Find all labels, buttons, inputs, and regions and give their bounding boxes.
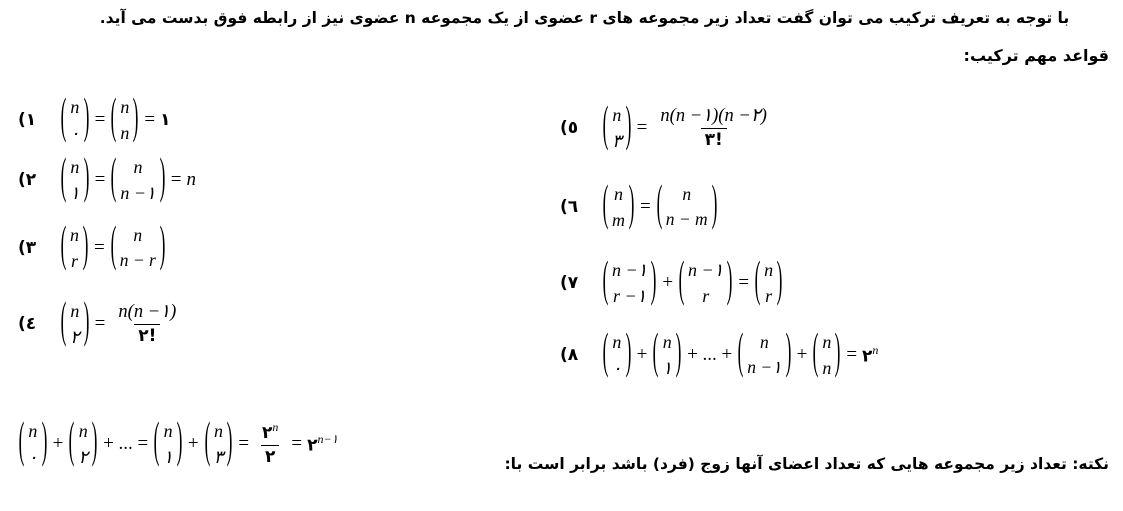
- rule-7-expression: [602, 254, 783, 309]
- paren-right-icon: ): [133, 91, 139, 146]
- binom-bottom: ٠: [70, 123, 80, 143]
- binom-top: n: [70, 156, 80, 177]
- binom-bottom: n −١: [120, 183, 156, 203]
- binom-top: n: [614, 183, 623, 204]
- rule-3: [18, 212, 458, 284]
- binom-top: n: [133, 156, 143, 177]
- bottom-note: نکته: تعداد زیر مجموعه هایی که تعداد اعضای آنها زوج (فرد) باشد برابر است با:: [504, 455, 1109, 473]
- binomial-n-choose-n-minus-1: [110, 151, 166, 206]
- ellipsis-equals: + ... =: [103, 433, 149, 455]
- binom-top: n: [70, 96, 80, 117]
- binom-top: n: [662, 331, 672, 352]
- paren-left-icon: (: [754, 254, 761, 309]
- binom-top: n: [682, 183, 692, 204]
- paren-right-icon: ): [834, 326, 841, 381]
- binom-bottom: r: [70, 251, 78, 271]
- paren-left-icon: (: [737, 326, 744, 381]
- equals-sign: =: [94, 237, 105, 258]
- paren-right-icon: ): [83, 295, 90, 350]
- paren-right-icon: ): [625, 99, 632, 154]
- paren-left-icon: (: [812, 326, 819, 381]
- rule-4-number: ٤): [18, 314, 37, 334]
- binomial-n-choose-n-minus-1: [737, 326, 791, 381]
- paren-left-icon: (: [153, 415, 160, 470]
- binom-bottom: ٠: [612, 358, 622, 378]
- binom-bottom: ٣: [213, 447, 224, 468]
- plus-sign: +: [796, 344, 808, 365]
- rule-2-number: ٢): [18, 170, 37, 190]
- paren-left-icon: (: [656, 178, 663, 233]
- paren-right-icon: ): [785, 326, 791, 381]
- paren-left-icon: (: [60, 91, 67, 146]
- paren-left-icon: (: [60, 219, 67, 274]
- paren-right-icon: ): [176, 415, 183, 470]
- rule-5-number: ٥): [560, 118, 579, 138]
- binomial-n-choose-0: [60, 91, 90, 146]
- even-subsets-identity: [18, 415, 339, 470]
- ellipsis-plus: + ... +: [687, 344, 733, 365]
- paren-left-icon: (: [602, 99, 609, 154]
- paren-right-icon: ): [82, 219, 89, 274]
- paren-right-icon: ): [83, 91, 90, 146]
- binom-bottom: ١: [70, 183, 80, 203]
- binomial-n-choose-n-minus-m: [656, 178, 718, 233]
- fraction-numerator: ٢$^n$: [262, 420, 279, 444]
- binomial-n-choose-m: [602, 178, 635, 233]
- paren-right-icon: ): [675, 326, 682, 381]
- binomial-n-choose-n: [812, 326, 841, 381]
- rule-2: [18, 152, 458, 208]
- paren-left-icon: (: [111, 91, 117, 146]
- binom-top: n: [822, 331, 832, 352]
- paren-left-icon: (: [602, 254, 609, 309]
- rule-8-expression: [602, 326, 879, 381]
- binom-bottom: ٠: [28, 447, 38, 468]
- binom-bottom: r −١: [613, 286, 647, 306]
- binom-top: n: [70, 224, 79, 245]
- binom-top: n: [28, 421, 38, 441]
- rule-8: [560, 320, 1080, 390]
- binom-bottom: ١: [662, 358, 673, 378]
- plus-sign: +: [52, 433, 64, 455]
- equals-sign: =: [738, 272, 750, 293]
- binom-top: n: [612, 331, 622, 352]
- binom-bottom: ١: [163, 447, 173, 468]
- rule-6-number: ٦): [560, 197, 579, 217]
- fraction-denominator: ٢: [261, 445, 279, 468]
- binom-bottom: ٢: [70, 327, 80, 347]
- equals-sign: =: [846, 344, 858, 365]
- equals-sign: =: [94, 169, 106, 190]
- paren-left-icon: (: [111, 151, 117, 206]
- binom-bottom: ٢: [78, 447, 89, 468]
- paren-left-icon: (: [60, 295, 67, 350]
- rule-7-number: ٧): [560, 273, 579, 293]
- paren-right-icon: ): [159, 151, 166, 206]
- paren-left-icon: (: [602, 326, 609, 381]
- rule-3-expression: [60, 219, 166, 274]
- rule-1: [18, 92, 458, 148]
- binom-bottom: r: [765, 286, 773, 306]
- binom-top: n: [760, 331, 769, 352]
- fraction-numerator: n(n −١): [118, 302, 177, 322]
- rule-4: [18, 288, 458, 360]
- equals-sign: =: [636, 117, 648, 138]
- paren-right-icon: ): [41, 415, 48, 470]
- equals-sign: =: [640, 196, 651, 217]
- binom-top: n: [120, 96, 130, 117]
- equals-sign: =: [238, 433, 250, 455]
- binomial-n-choose-n: [110, 91, 139, 146]
- binom-bottom: n: [822, 358, 832, 378]
- paren-right-icon: ): [628, 178, 635, 233]
- rule-7: [560, 250, 1080, 316]
- rule-5: [560, 92, 1080, 164]
- equals-sign: =: [144, 109, 156, 130]
- rule-1-result: ١: [160, 110, 171, 130]
- binomial-n-choose-1: [60, 151, 90, 206]
- binomial-n-choose-0: [602, 326, 632, 381]
- binomial-n-minus-1-choose-r: [678, 254, 733, 309]
- fraction-numerator: n(n −١)(n −٢): [660, 106, 767, 126]
- binom-bottom: n − r: [119, 250, 156, 270]
- paren-left-icon: (: [602, 178, 609, 233]
- fraction-denominator: ٢!: [134, 324, 160, 347]
- binomial-n-choose-1: [153, 415, 183, 470]
- binomial-n-choose-3: [602, 99, 632, 154]
- binom-top: n: [78, 421, 88, 441]
- paren-right-icon: ): [650, 254, 657, 309]
- paren-right-icon: ): [776, 254, 783, 309]
- paren-right-icon: ): [625, 326, 632, 381]
- rule-2-result: n: [186, 169, 196, 190]
- binomial-n-choose-3: [204, 415, 234, 470]
- rule-6: [560, 168, 1080, 246]
- equals-sign: =: [94, 313, 106, 334]
- binom-bottom: n −١: [747, 357, 782, 377]
- paren-left-icon: (: [69, 415, 75, 470]
- binom-bottom: n − m: [665, 209, 708, 229]
- paren-left-icon: (: [678, 254, 685, 309]
- fraction-2-pow-n-over-2: [258, 420, 282, 468]
- binomial-n-choose-2: [68, 415, 98, 470]
- rules-column-right: [560, 92, 1080, 394]
- fraction-n-n1-n2-over-3fact: [656, 105, 771, 151]
- paren-right-icon: ): [727, 254, 733, 309]
- binom-bottom: m: [612, 210, 625, 230]
- paren-right-icon: ): [91, 415, 98, 470]
- identity-result: $٢^{n-١}$: [307, 431, 339, 456]
- rule-4-expression: [60, 295, 184, 350]
- intro-paragraph: با توجه به تعریف ترکیب می توان گفت تعداد زیر مجموعه های r عضوی از یک مجموعه n عضوی نیز از رابطه فوق بدست می آید.: [99, 9, 1070, 27]
- plus-sign: +: [187, 433, 199, 455]
- paren-right-icon: ): [159, 219, 166, 274]
- rule-2-expression: [60, 151, 196, 206]
- section-subtitle: قواعد مهم ترکیب:: [963, 46, 1109, 65]
- rule-8-number: ٨): [560, 345, 579, 365]
- binomial-n-choose-0: [18, 415, 48, 470]
- paren-right-icon: ): [83, 151, 90, 206]
- equals-sign: =: [94, 109, 106, 130]
- binom-bottom: ٣: [612, 131, 622, 151]
- binom-bottom: r: [702, 286, 710, 306]
- binom-bottom: n: [120, 123, 130, 143]
- paren-left-icon: (: [18, 415, 25, 470]
- binom-top: n: [213, 421, 223, 441]
- binomial-n-choose-2: [60, 295, 90, 350]
- rule-3-number: ٣): [18, 238, 37, 258]
- binomial-n-choose-n-minus-r: [110, 219, 166, 274]
- binom-top: n: [612, 104, 622, 125]
- equals-sign: =: [291, 433, 303, 455]
- binom-top: n: [133, 224, 143, 245]
- paren-left-icon: (: [204, 415, 211, 470]
- binomial-n-minus-1-choose-r-minus-1: [602, 254, 657, 309]
- paren-right-icon: ): [711, 178, 718, 233]
- paren-left-icon: (: [60, 151, 67, 206]
- rule-8-result: ٢$^n$: [862, 342, 879, 367]
- rule-1-number: ١): [18, 110, 37, 130]
- plus-sign: +: [636, 344, 648, 365]
- binomial-n-choose-r: [60, 219, 89, 274]
- paren-left-icon: (: [110, 219, 117, 274]
- binom-top: n: [163, 421, 173, 441]
- rule-1-expression: [60, 91, 171, 146]
- rules-column-left: [18, 92, 458, 364]
- paren-left-icon: (: [653, 326, 659, 381]
- binom-top: n: [70, 300, 80, 321]
- binom-top: n: [764, 259, 774, 280]
- plus-sign: +: [662, 272, 674, 293]
- fraction-denominator: ٣!: [701, 128, 727, 151]
- fraction-n-times-n-minus-1-over-2fact: [114, 301, 180, 347]
- rule-5-expression: [602, 99, 775, 154]
- rule-6-expression: [602, 178, 718, 233]
- equals-sign: =: [170, 169, 182, 190]
- paren-right-icon: ): [226, 415, 233, 470]
- binom-top: n −١: [612, 259, 648, 280]
- binomial-n-choose-1: [652, 326, 682, 381]
- binomial-n-choose-r: [754, 254, 783, 309]
- binom-top: n −١: [688, 259, 724, 280]
